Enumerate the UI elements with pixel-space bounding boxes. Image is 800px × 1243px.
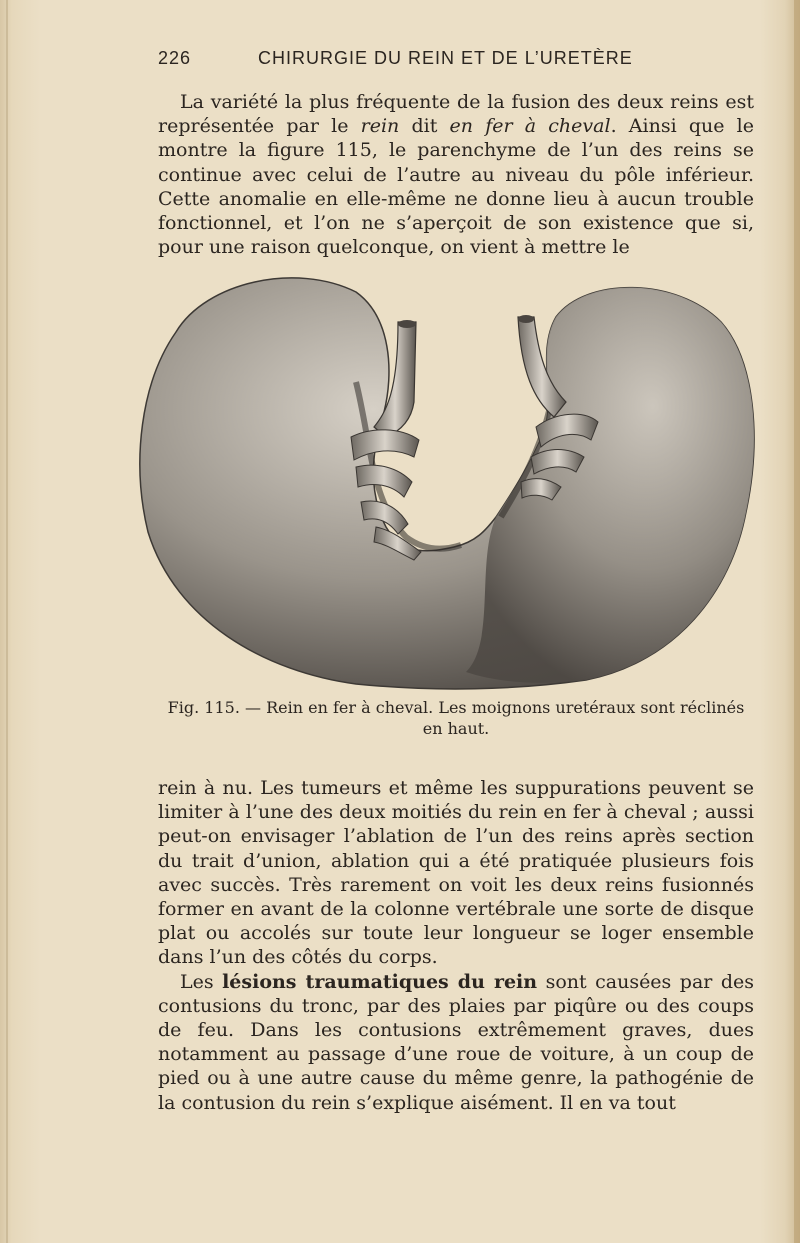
right-ureter-opening [518,315,534,323]
page-edge [794,0,800,1243]
running-title: CHIRURGIE DU REIN ET DE L’URETÈRE [258,48,633,68]
left-vessel-1 [351,430,419,460]
paragraph-traumatic-lesions: Les lésions traumatiques du rein sont causées par des contusions du tronc, par des plaies par piqûre ou des coups de feu. Dans les contusions extrêmement graves, dues notamment au passage d’une roue de voiture, à un coup de pied ou à une autre cause du même genre, la pathogénie de la contusion du rein s’explique aisément. Il en va tout [158,970,754,1114]
figure-horseshoe-kidney [136,262,760,692]
page-number: 226 [158,48,192,68]
top-paragraph [158,90,754,259]
paragraph-fused-kidneys: La variété la plus fréquente de la fusion des deux reins est représentée par le rein dit en fer à cheval. Ainsi que le montre la figure 115, le parenchyme de l’un des reins se continue avec celui de l’autre au niveau du pôle inférieur. Cette anomalie en elle-même ne donne lieu à aucun trouble fonctionnel, et l’on ne s’aperçoit de son existence que si, pour une raison quelconque, on vient à mettre le [158,91,755,259]
term-lesions-traumatiques: lésions traumatiques du rein [222,970,538,993]
term-fer-a-cheval: en fer à cheval [449,115,611,138]
bottom-text [158,776,754,1115]
figure-caption: Fig. 115. — Rein en fer à cheval. Les moignons uretéraux sont réclinés en haut. [167,698,745,738]
horseshoe-kidney-illustration [136,262,760,692]
term-rein: rein [360,115,400,138]
left-ureter-opening [398,320,416,328]
paragraph-continuation: rein à nu. Les tumeurs et même les suppurations peuvent se limiter à l’une des deux moitiés du rein en fer à cheval ; aussi peut-on envisager l’ablation de l’un des reins après section du trait d’union, ablation qui a été pratiquée plusieurs fois avec succès. Très rarement on voit les deux reins fusionnés former en avant de la colonne vertébrale une sorte de disque plat ou accolés sur toute leur longueur se loger ensemble dans l’un des côtés du corps. [158,777,754,969]
right-lobe-shading [466,288,754,683]
page-header [158,48,754,74]
binding-edge [6,0,8,1243]
